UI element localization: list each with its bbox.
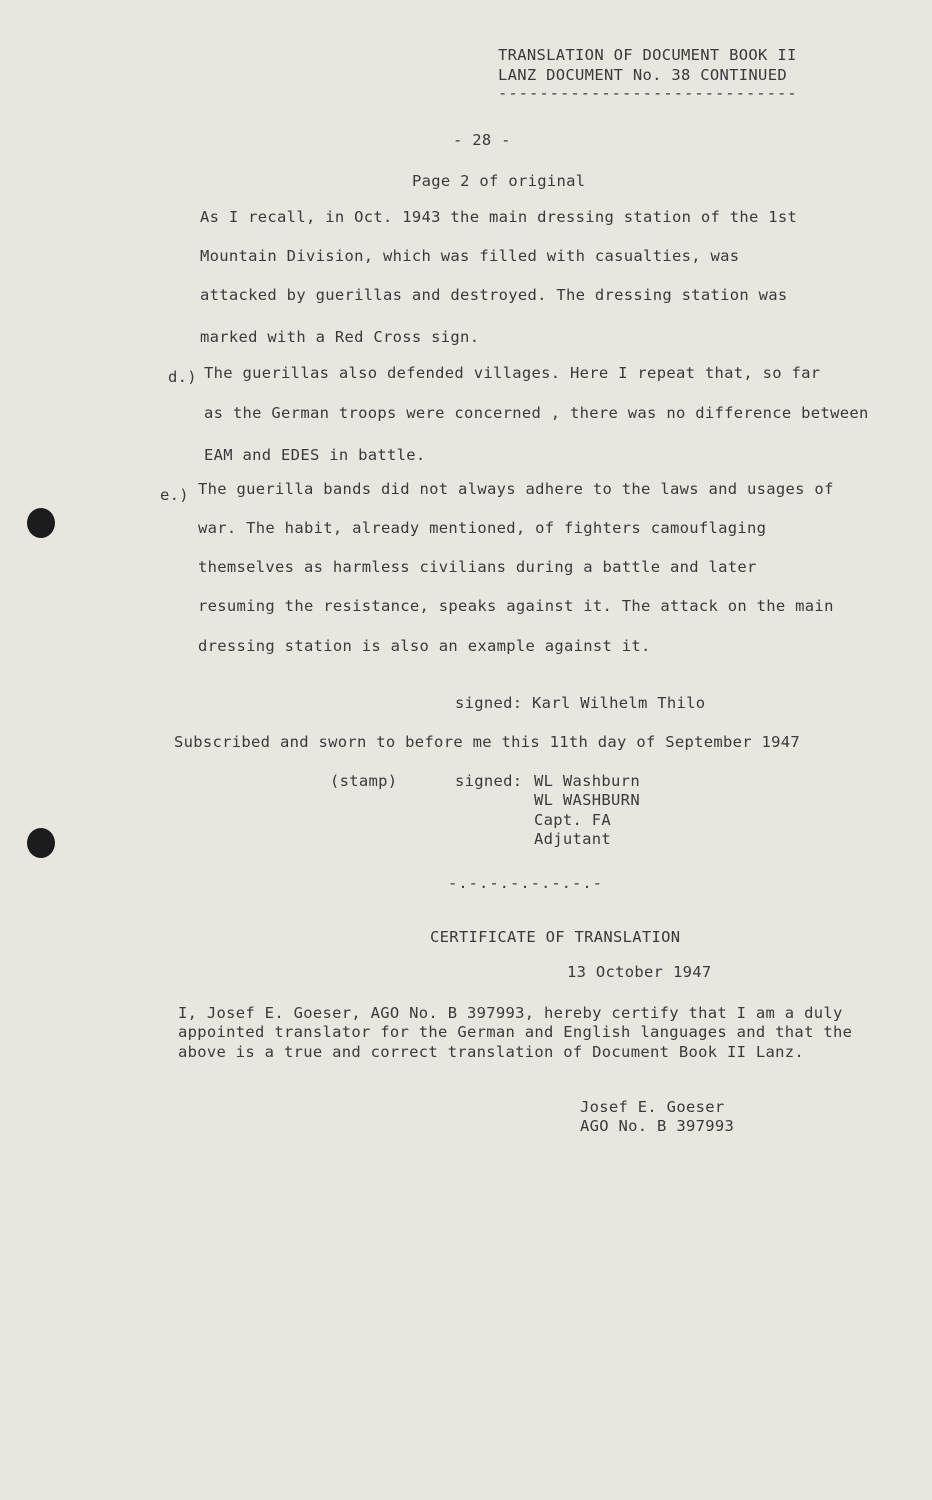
translator-ago: AGO No. B 397993 — [580, 1117, 735, 1135]
translator-name: Josef E. Goeser — [580, 1098, 725, 1116]
stamp-label: (stamp) — [330, 772, 398, 790]
signature-block-line: Capt. FA — [534, 811, 612, 829]
paragraph-line: attacked by guerillas and destroyed. The dressing station was — [200, 286, 788, 304]
signature-block-line: WL WASHBURN — [534, 791, 640, 809]
certificate-date: 13 October 1947 — [567, 963, 712, 981]
certificate-title: CERTIFICATE OF TRANSLATION — [430, 928, 681, 946]
page-number: - 28 - — [453, 131, 511, 149]
paragraph-line: The guerillas also defended villages. Here I repeat that, so far — [204, 364, 821, 382]
punch-hole — [27, 508, 55, 538]
paragraph-line: EAM and EDES in battle. — [204, 446, 426, 464]
signed-label: signed: — [455, 772, 523, 790]
punch-hole — [27, 828, 55, 858]
page-of-original: Page 2 of original — [412, 172, 586, 190]
item-marker-d: d.) — [168, 368, 197, 386]
paragraph-line: war. The habit, already mentioned, of fighters camouflaging — [198, 519, 767, 537]
paragraph-line: Mountain Division, which was filled with casualties, was — [200, 247, 740, 265]
header-line-2: LANZ DOCUMENT No. 38 CONTINUED — [498, 66, 787, 84]
item-marker-e: e.) — [160, 486, 189, 504]
subscribed-line: Subscribed and sworn to before me this 11th day of September 1947 — [174, 733, 801, 751]
certificate-line: I, Josef E. Goeser, AGO No. B 397993, hereby certify that I am a duly — [178, 1004, 843, 1022]
paragraph-line: themselves as harmless civilians during a battle and later — [198, 558, 757, 576]
paragraph-line: marked with a Red Cross sign. — [200, 328, 480, 346]
divider: -.-.-.-.-.-.-.- — [448, 874, 603, 892]
signed-line: signed: Karl Wilhelm Thilo — [455, 694, 706, 712]
certificate-line: above is a true and correct translation of Document Book II Lanz. — [178, 1043, 805, 1061]
paragraph-line: dressing station is also an example against it. — [198, 637, 651, 655]
paragraph-line: as the German troops were concerned , there was no difference between — [204, 404, 869, 422]
paragraph-line: As I recall, in Oct. 1943 the main dressing station of the 1st — [200, 208, 798, 226]
certificate-line: appointed translator for the German and English languages and that the — [178, 1023, 853, 1041]
header-rule: ----------------------------- — [498, 84, 798, 102]
paragraph-line: resuming the resistance, speaks against it. The attack on the main — [198, 597, 834, 615]
signature-block-line: WL Washburn — [534, 772, 640, 790]
paragraph-line: The guerilla bands did not always adhere to the laws and usages of — [198, 480, 834, 498]
signature-block-line: Adjutant — [534, 830, 612, 848]
header-line-1: TRANSLATION OF DOCUMENT BOOK II — [498, 46, 797, 64]
